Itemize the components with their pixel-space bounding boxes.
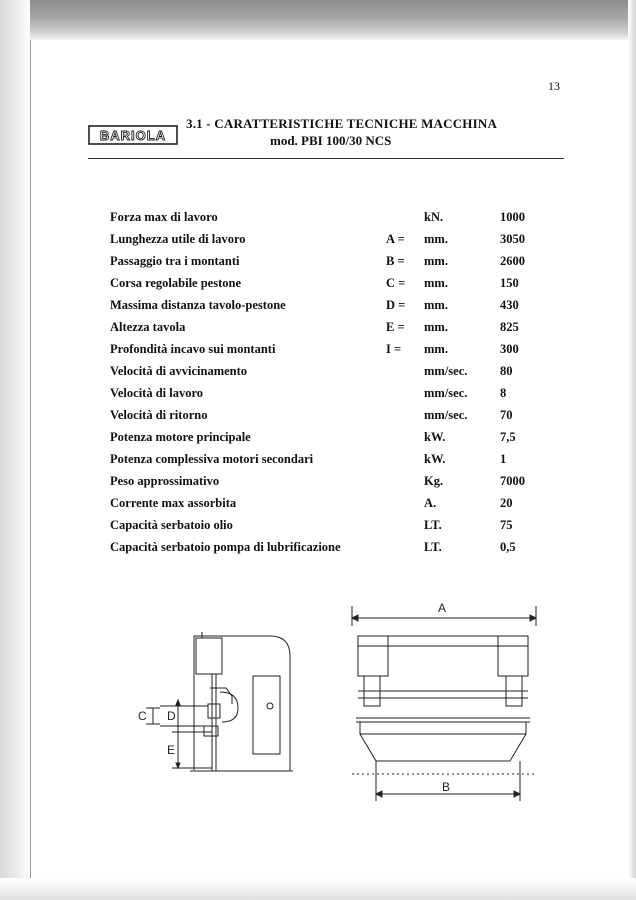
spec-label: Forza max di lavoro <box>110 210 218 224</box>
spec-value: 300 <box>500 342 519 356</box>
spec-row <box>110 230 550 252</box>
spec-unit: mm/sec. <box>424 408 468 422</box>
spec-unit: mm/sec. <box>424 364 468 378</box>
spec-value: 430 <box>500 298 519 312</box>
dim-label-b: B <box>442 780 451 794</box>
page-edge <box>30 40 31 880</box>
spec-row <box>110 340 550 362</box>
spec-label: Velocità di avvicinamento <box>110 364 248 378</box>
header-divider <box>88 158 564 159</box>
spec-symbol: I = <box>386 342 402 356</box>
dim-label-d: D <box>167 709 176 723</box>
scan-shadow-right <box>628 0 636 900</box>
spec-symbol: A = <box>386 232 405 246</box>
spec-label: Peso approssimativo <box>110 474 220 488</box>
spec-row <box>110 296 550 318</box>
spec-unit: kN. <box>424 210 444 224</box>
spec-row <box>110 406 550 428</box>
spec-row <box>110 208 550 230</box>
spec-value: 20 <box>500 496 513 510</box>
spec-unit: Kg. <box>424 474 444 488</box>
spec-symbol: B = <box>386 254 405 268</box>
spec-symbol: E = <box>386 320 405 334</box>
spec-row <box>110 450 550 472</box>
spec-value: 8 <box>500 386 507 400</box>
spec-value: 825 <box>500 320 519 334</box>
press-brake-drawing <box>120 596 560 806</box>
spec-row <box>110 384 550 406</box>
spec-unit: mm. <box>424 232 448 246</box>
spec-unit: mm. <box>424 254 448 268</box>
spec-label: Massima distanza tavolo-pestone <box>110 298 286 312</box>
spec-unit: mm. <box>424 320 448 334</box>
spec-value: 150 <box>500 276 519 290</box>
bariola-logo-icon <box>88 124 178 146</box>
scan-shadow-left <box>0 0 30 900</box>
spec-value: 2600 <box>500 254 525 268</box>
spec-unit: mm. <box>424 276 448 290</box>
spec-row <box>110 516 550 538</box>
spec-label: Capacità serbatoio olio <box>110 518 233 532</box>
spec-value: 7,5 <box>500 430 516 444</box>
spec-unit: mm. <box>424 298 448 312</box>
spec-unit: LT. <box>424 518 442 532</box>
spec-label: Velocità di ritorno <box>110 408 208 422</box>
spec-unit: kW. <box>424 452 446 466</box>
dim-label-c: C <box>138 709 147 723</box>
spec-unit: mm. <box>424 342 448 356</box>
spec-value: 1000 <box>500 210 525 224</box>
front-view-drawing <box>352 606 536 801</box>
scan-shadow-top <box>0 0 636 40</box>
spec-value: 7000 <box>500 474 525 488</box>
spec-label: Capacità serbatoio pompa di lubrificazione <box>110 540 341 554</box>
spec-unit: A. <box>424 496 437 510</box>
model-subtitle: mod. PBI 100/30 NCS <box>270 133 392 148</box>
spec-unit: LT. <box>424 540 442 554</box>
spec-value: 0,5 <box>500 540 516 554</box>
spec-unit: kW. <box>424 430 446 444</box>
spec-value: 70 <box>500 408 513 422</box>
spec-value: 75 <box>500 518 513 532</box>
spec-row <box>110 472 550 494</box>
spec-row <box>110 538 550 560</box>
spec-symbol: D = <box>386 298 406 312</box>
scan-shadow-bottom <box>0 878 636 900</box>
dim-label-e: E <box>167 743 176 757</box>
spec-label: Corsa regolabile pestone <box>110 276 242 290</box>
spec-label: Altezza tavola <box>110 320 186 334</box>
spec-unit: mm/sec. <box>424 386 468 400</box>
spec-value: 1 <box>500 452 507 466</box>
specs-table <box>110 208 550 560</box>
spec-row <box>110 252 550 274</box>
spec-row <box>110 274 550 296</box>
logo-text: BARIOLA <box>99 128 167 143</box>
spec-label: Passaggio tra i montanti <box>110 254 240 268</box>
page-title: 3.1 - CARATTERISTICHE TECNICHE MACCHINA <box>186 116 498 131</box>
spec-value: 80 <box>500 364 513 378</box>
dim-label-a: A <box>438 601 447 615</box>
spec-row <box>110 494 550 516</box>
spec-row <box>110 318 550 340</box>
spec-label: Profondità incavo sui montanti <box>110 342 276 356</box>
spec-label: Potenza complessiva motori secondari <box>110 452 314 466</box>
page-number: 13 <box>548 79 560 93</box>
spec-row <box>110 362 550 384</box>
spec-row <box>110 428 550 450</box>
spec-value: 3050 <box>500 232 525 246</box>
spec-symbol: C = <box>386 276 406 290</box>
spec-label: Potenza motore principale <box>110 430 251 444</box>
spec-label: Lunghezza utile di lavoro <box>110 232 246 246</box>
spec-label: Velocità di lavoro <box>110 386 204 400</box>
machine-drawings <box>120 596 560 806</box>
spec-label: Corrente max assorbita <box>110 496 237 510</box>
